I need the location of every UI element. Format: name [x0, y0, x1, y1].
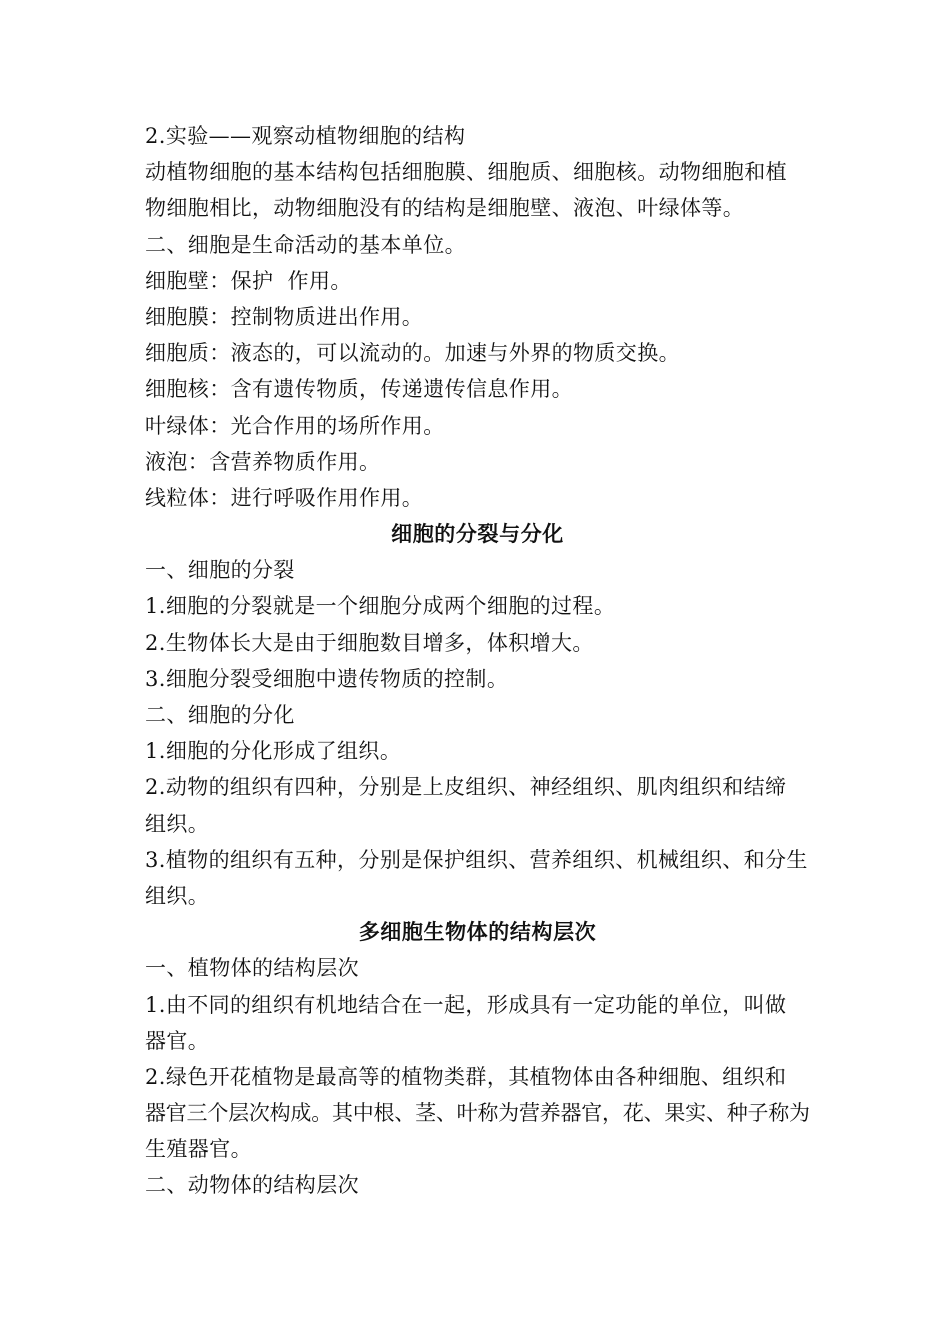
text-line: 2.绿色开花植物是最高等的植物类群，其植物体由各种细胞、组织和	[145, 1064, 787, 1089]
text-line: 细胞核：含有遗传物质，传递遗传信息作用。	[145, 377, 573, 402]
text-line: 物细胞相比，动物细胞没有的结构是细胞壁、液泡、叶绿体等。	[145, 196, 745, 221]
text-line: 叶绿体：光合作用的场所作用。	[145, 413, 445, 438]
text-line: 线粒体：进行呼吸作用作用。	[145, 485, 424, 510]
text-line: 一、植物体的结构层次	[145, 956, 359, 981]
text-line: 1.由不同的组织有机地结合在一起，形成具有一定功能的单位，叫做	[145, 992, 787, 1017]
text-line: 器官。	[145, 1028, 210, 1053]
document-page	[145, 118, 810, 1204]
text-line: 2.动物的组织有四种，分别是上皮组织、神经组织、肌肉组织和结缔	[145, 775, 787, 800]
text-line: 1.细胞的分裂就是一个细胞分成两个细胞的过程。	[145, 594, 616, 619]
section-heading: 细胞的分裂与分化	[391, 521, 564, 547]
text-line: 生殖器官。	[145, 1137, 252, 1162]
text-line: 细胞膜：控制物质进出作用。	[145, 304, 424, 329]
text-line: 器官三个层次构成。其中根、茎、叶称为营养器官，花、果实、种子称为	[145, 1101, 810, 1126]
text-line: 2.生物体长大是由于细胞数目增多，体积增大。	[145, 630, 594, 655]
text-line: 细胞壁：保护 作用。	[145, 268, 352, 293]
text-line: 二、动物体的结构层次	[145, 1173, 359, 1198]
text-line: 动植物细胞的基本结构包括细胞膜、细胞质、细胞核。动物细胞和植	[145, 160, 787, 185]
text-line: 2.实验——观察动植物细胞的结构	[145, 124, 466, 148]
text-line: 液泡：含营养物质作用。	[145, 449, 381, 474]
section-cell-structure	[145, 118, 810, 516]
text-line: 二、细胞的分化	[145, 703, 295, 727]
section-structure-levels	[145, 914, 810, 1204]
text-line: 组织。	[145, 811, 210, 836]
text-line: 细胞质：液态的，可以流动的。加速与外界的物质交换。	[145, 341, 680, 366]
section-heading: 多细胞生物体的结构层次	[358, 919, 597, 945]
section-cell-division	[145, 516, 810, 914]
text-line: 一、细胞的分裂	[145, 558, 295, 583]
text-line: 二、细胞是生命活动的基本单位。	[145, 232, 466, 257]
text-line: 3.植物的组织有五种，分别是保护组织、营养组织、机械组织、和分生	[145, 847, 808, 872]
text-line: 1.细胞的分化形成了组织。	[145, 739, 402, 764]
text-line: 3.细胞分裂受细胞中遗传物质的控制。	[145, 666, 509, 691]
text-line: 组织。	[145, 883, 210, 908]
